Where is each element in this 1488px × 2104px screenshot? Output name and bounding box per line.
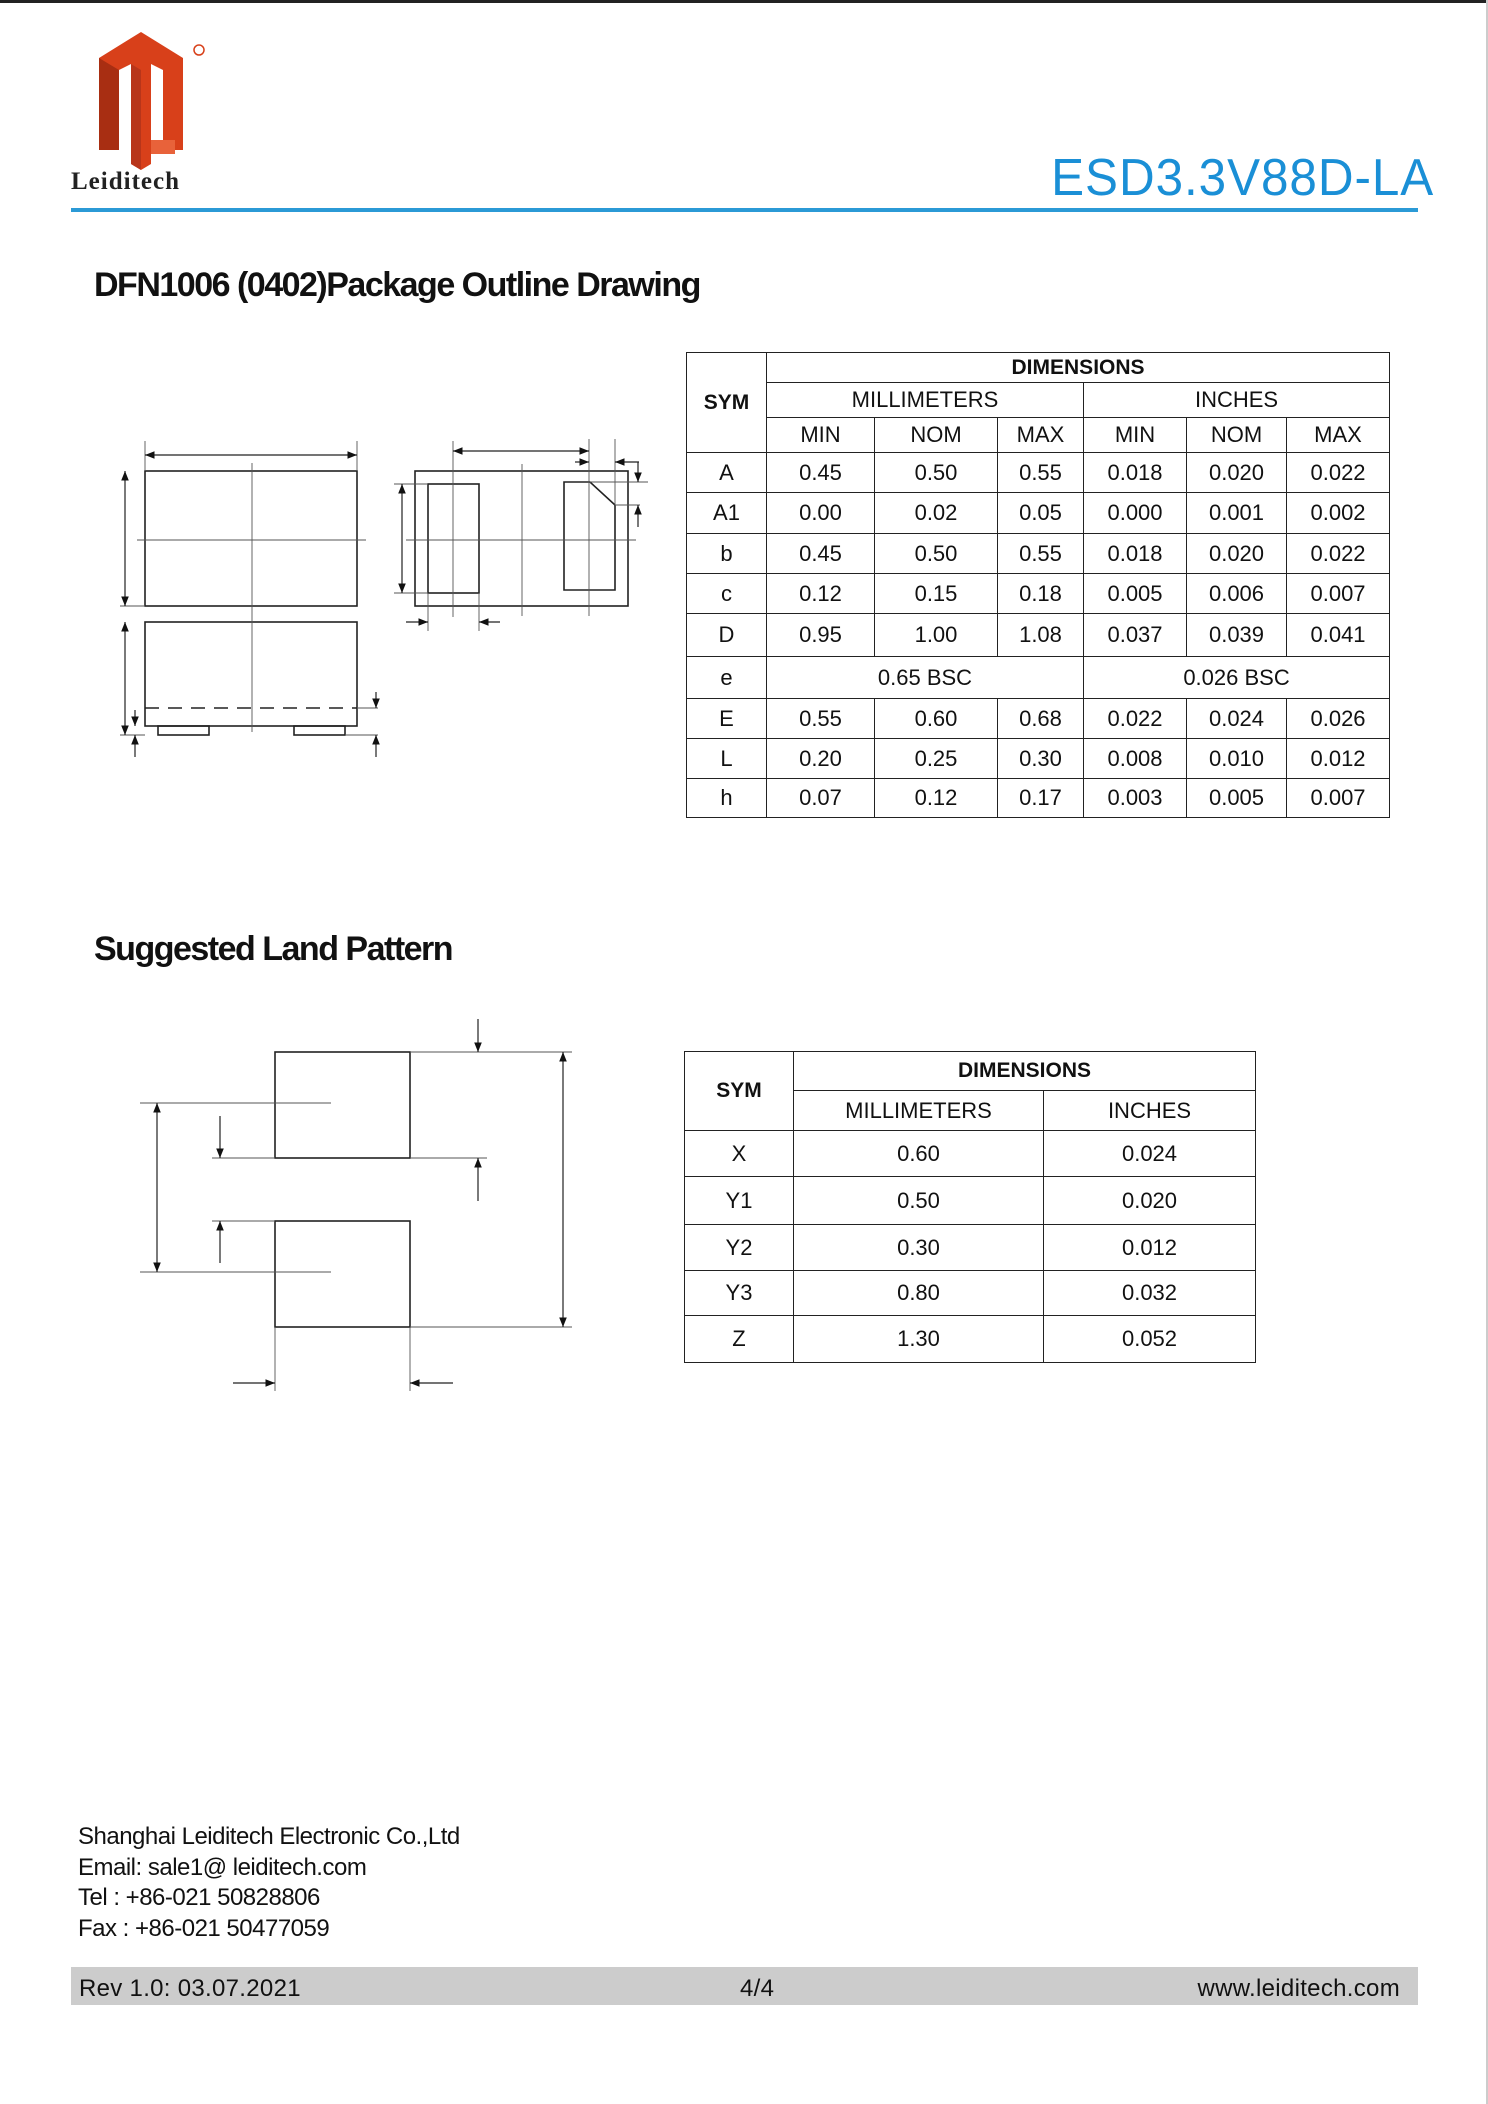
value-cell: 0.07 <box>767 779 875 818</box>
value-cell: 0.024 <box>1044 1131 1256 1177</box>
value-cell: 0.12 <box>875 779 998 818</box>
value-cell: 0.022 <box>1084 699 1187 739</box>
table-row <box>687 418 1390 453</box>
value-cell: 0.55 <box>998 453 1084 493</box>
column-header: MAX <box>1287 418 1390 453</box>
value-cell: 0.037 <box>1084 614 1187 657</box>
value-cell: 0.20 <box>767 739 875 779</box>
value-cell: 0.60 <box>875 699 998 739</box>
table-row <box>687 657 1390 699</box>
value-cell: 0.00 <box>767 493 875 534</box>
value-cell: 0.15 <box>875 574 998 614</box>
sym-header: SYM <box>687 353 767 453</box>
value-cell: 0.018 <box>1084 534 1187 574</box>
table-row <box>687 493 1390 534</box>
land-pattern-drawing <box>275 1052 410 1327</box>
table-row <box>687 534 1390 574</box>
value-cell: 0.008 <box>1084 739 1187 779</box>
value-cell: 0.02 <box>875 493 998 534</box>
revision: Rev 1.0: 03.07.2021 <box>79 1975 301 2002</box>
value-cell: 0.012 <box>1287 739 1390 779</box>
sym-header: SYM <box>685 1052 794 1131</box>
value-cell: 0.041 <box>1287 614 1390 657</box>
table-row <box>687 779 1390 818</box>
symbol-cell: D <box>687 614 767 657</box>
value-cell: 0.032 <box>1044 1271 1256 1316</box>
website-link[interactable]: www.leiditech.com <box>1197 1975 1400 2002</box>
symbol-cell: L <box>687 739 767 779</box>
value-cell: 0.024 <box>1187 699 1287 739</box>
millimeters-header: MILLIMETERS <box>767 383 1084 418</box>
value-cell: 0.50 <box>794 1177 1044 1225</box>
dimensions-header: DIMENSIONS <box>794 1052 1256 1091</box>
value-cell: 0.17 <box>998 779 1084 818</box>
outline-heading: DFN1006 (0402)Package Outline Drawing <box>94 266 700 304</box>
value-cell: 0.020 <box>1044 1177 1256 1225</box>
symbol-cell: Y3 <box>685 1271 794 1316</box>
company-name: Shanghai Leiditech Electronic Co.,Ltd <box>78 1823 460 1850</box>
company-fax: Fax : +86-021 50477059 <box>78 1914 330 1942</box>
part-number-title: ESD3.3V88D-LA <box>1050 149 1434 207</box>
symbol-cell: A <box>687 453 767 493</box>
table-row <box>687 699 1390 739</box>
value-cell: 0.65 BSC <box>767 657 1084 699</box>
value-cell: 0.001 <box>1187 493 1287 534</box>
company-email: Email: sale1@ leiditech.com <box>78 1853 367 1881</box>
value-cell: 0.010 <box>1187 739 1287 779</box>
value-cell: 1.30 <box>794 1316 1044 1363</box>
value-cell: 0.68 <box>998 699 1084 739</box>
symbol-cell: Z <box>685 1316 794 1363</box>
value-cell: 0.50 <box>875 534 998 574</box>
value-cell: 0.006 <box>1187 574 1287 614</box>
page-number: 4/4 <box>740 1975 775 2002</box>
table-row <box>685 1131 1256 1177</box>
column-header: MIN <box>767 418 875 453</box>
symbol-cell: A1 <box>687 493 767 534</box>
symbol-cell: Y2 <box>685 1225 794 1271</box>
company-contact <box>78 1822 460 1944</box>
value-cell: 1.08 <box>998 614 1084 657</box>
table-row <box>685 1271 1256 1316</box>
dimensions-header: DIMENSIONS <box>767 353 1390 383</box>
value-cell: 0.60 <box>794 1131 1044 1177</box>
value-cell: 0.026 <box>1287 699 1390 739</box>
symbol-cell: b <box>687 534 767 574</box>
package-dimensions-table <box>686 352 1390 818</box>
value-cell: 0.022 <box>1287 453 1390 493</box>
table-row <box>687 383 1390 418</box>
bottom-view-drawing <box>415 471 628 606</box>
company-tel: Tel : +86-021 50828806 <box>78 1884 320 1911</box>
land-pattern-table <box>684 1051 1256 1363</box>
top-view-drawing <box>145 471 357 735</box>
value-cell: 0.052 <box>1044 1316 1256 1363</box>
value-cell: 0.12 <box>767 574 875 614</box>
table-row <box>685 1225 1256 1271</box>
table-row <box>685 1052 1256 1091</box>
value-cell: 0.55 <box>767 699 875 739</box>
symbol-cell: e <box>687 657 767 699</box>
value-cell: 0.003 <box>1084 779 1187 818</box>
land-pattern-heading: Suggested Land Pattern <box>94 930 453 968</box>
symbol-cell: h <box>687 779 767 818</box>
symbol-cell: c <box>687 574 767 614</box>
value-cell: 0.002 <box>1287 493 1390 534</box>
value-cell: 1.00 <box>875 614 998 657</box>
value-cell: 0.45 <box>767 534 875 574</box>
table-row <box>687 453 1390 493</box>
footer-bar <box>71 1967 1418 2005</box>
table-row <box>687 353 1390 383</box>
value-cell: 0.018 <box>1084 453 1187 493</box>
column-header: MAX <box>998 418 1084 453</box>
table-row <box>685 1177 1256 1225</box>
value-cell: 0.80 <box>794 1271 1044 1316</box>
value-cell: 0.020 <box>1187 534 1287 574</box>
value-cell: 0.18 <box>998 574 1084 614</box>
table-row <box>687 614 1390 657</box>
millimeters-header: MILLIMETERS <box>794 1091 1044 1131</box>
value-cell: 0.020 <box>1187 453 1287 493</box>
column-header: NOM <box>1187 418 1287 453</box>
symbol-cell: E <box>687 699 767 739</box>
logo-text: Leiditech <box>71 168 180 195</box>
symbol-cell: X <box>685 1131 794 1177</box>
value-cell: 0.30 <box>794 1225 1044 1271</box>
value-cell: 0.25 <box>875 739 998 779</box>
value-cell: 0.007 <box>1287 574 1390 614</box>
symbol-cell: Y1 <box>685 1177 794 1225</box>
column-header: MIN <box>1084 418 1187 453</box>
value-cell: 0.55 <box>998 534 1084 574</box>
table-row <box>687 574 1390 614</box>
value-cell: 0.45 <box>767 453 875 493</box>
inches-header: INCHES <box>1044 1091 1256 1131</box>
value-cell: 0.026 BSC <box>1084 657 1390 699</box>
value-cell: 0.95 <box>767 614 875 657</box>
value-cell: 0.50 <box>875 453 998 493</box>
value-cell: 0.005 <box>1084 574 1187 614</box>
column-header: NOM <box>875 418 998 453</box>
value-cell: 0.007 <box>1287 779 1390 818</box>
inches-header: INCHES <box>1084 383 1390 418</box>
value-cell: 0.022 <box>1287 534 1390 574</box>
value-cell: 0.012 <box>1044 1225 1256 1271</box>
table-row <box>685 1316 1256 1363</box>
value-cell: 0.05 <box>998 493 1084 534</box>
value-cell: 0.000 <box>1084 493 1187 534</box>
table-row <box>687 739 1390 779</box>
value-cell: 0.039 <box>1187 614 1287 657</box>
value-cell: 0.005 <box>1187 779 1287 818</box>
value-cell: 0.30 <box>998 739 1084 779</box>
